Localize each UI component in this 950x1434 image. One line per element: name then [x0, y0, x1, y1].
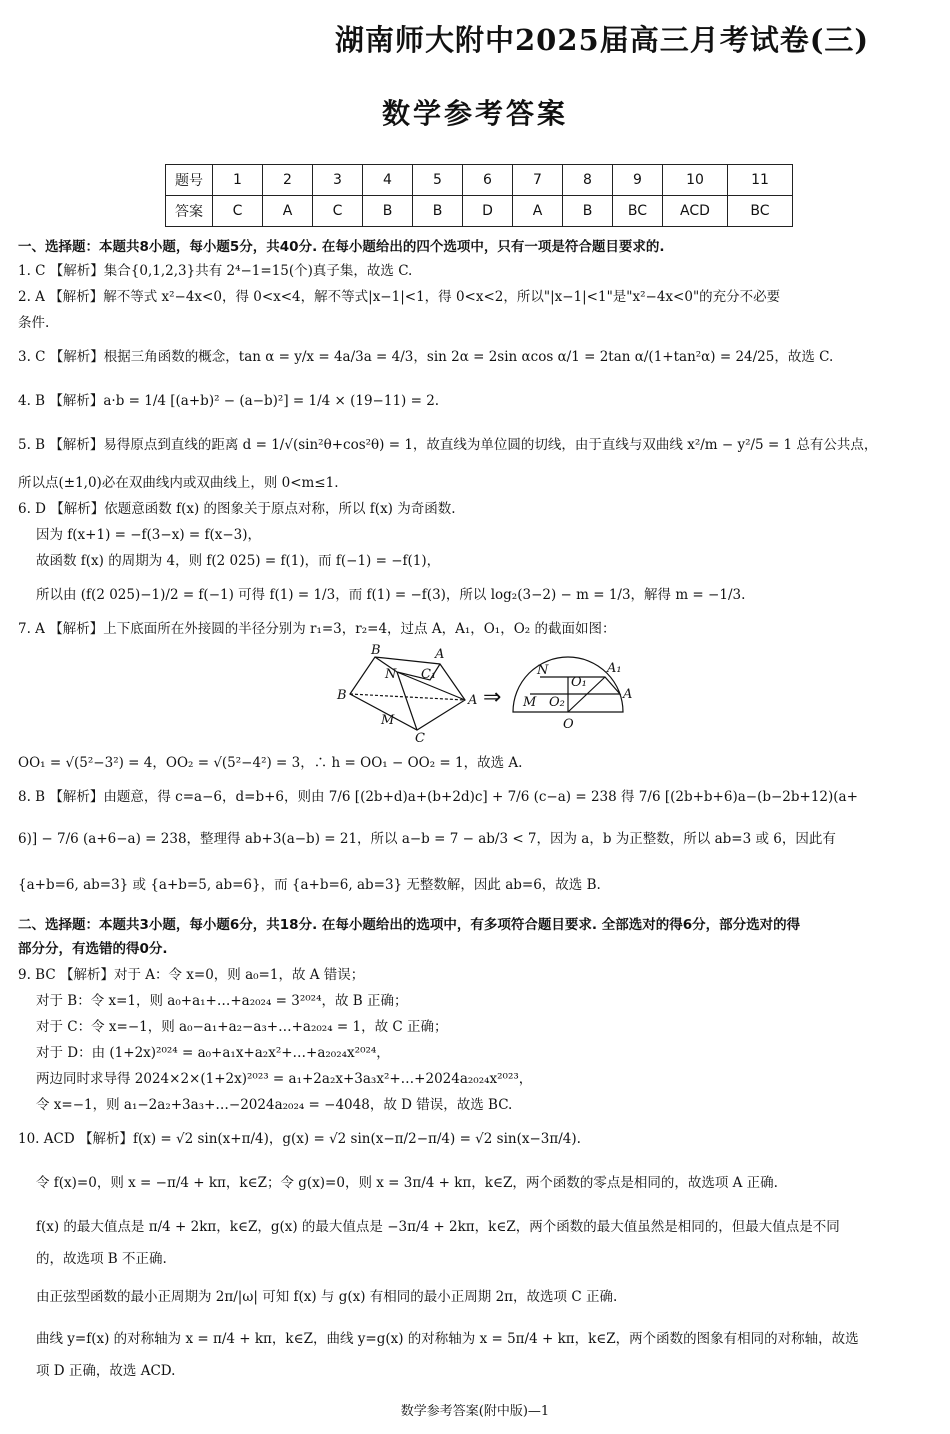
solution-q9-line4: 对于 D：由 (1+2x)²⁰²⁴ = a₀+a₁x+a₂x²+…+a₂₀₂₄x²⁰²⁴，: [36, 1045, 390, 1061]
frustum-solid-drawing: [350, 657, 465, 730]
label-O2: O₂: [549, 695, 565, 710]
table-answer-cell: C: [213, 196, 263, 227]
page-footer: 数学参考答案(附中版)—1: [400, 1404, 550, 1419]
solution-q1: 1. C 【解析】集合{0,1,2,3}共有 2⁴−1=15(个)真子集，故选 C.: [18, 263, 413, 279]
solution-q5-line2: 所以点(±1,0)必在双曲线内或双曲线上，则 0<m≤1.: [18, 475, 339, 491]
table-number-cell: 6: [463, 165, 513, 196]
table-header-answer: 答案: [166, 196, 213, 227]
solution-q9-line3: 对于 C：令 x=−1，则 a₀−a₁+a₂−a₃+…+a₂₀₂₄ = 1，故 C 正确；: [36, 1019, 448, 1035]
solution-q5-line1: 5. B 【解析】易得原点到直线的距离 d = 1/√(sin²θ+cos²θ) = 1，故直线为单位圆的切线，由于直线与双曲线 x²/m − y²/5 = 1 总有公共点，: [18, 437, 878, 453]
solution-q9-line1: 9. BC 【解析】对于 A：令 x=0，则 a₀=1，故 A 错误；: [18, 967, 365, 983]
table-answer-cell: BC: [728, 196, 793, 227]
solution-q10-line6: 曲线 y=f(x) 的对称轴为 x = π/4 + kπ，k∈Z，曲线 y=g(x) 的对称轴为 x = 5π/4 + kπ，k∈Z，两个函数的图象有相同的对称轴，故选: [36, 1331, 859, 1347]
table-answer-cell: A: [263, 196, 313, 227]
solution-q10-line2: 令 f(x)=0，则 x = −π/4 + kπ，k∈Z；令 g(x)=0，则 x = 3π/4 + kπ，k∈Z，两个函数的零点是相同的，故选项 A 正确.: [36, 1175, 778, 1191]
solution-q10-line5: 由正弦型函数的最小正周期为 2π/|ω| 可知 f(x) 与 g(x) 有相同的最小正周期 2π，故选项 C 正确.: [36, 1289, 618, 1305]
label-A-top: A: [435, 647, 445, 662]
table-answer-cell: B: [413, 196, 463, 227]
answer-subtitle: 数学参考答案: [381, 97, 568, 130]
solution-q10-line1: 10. ACD 【解析】f(x) = √2 sin(x+π/4)，g(x) = √2 sin(x−π/2−π/4) = √2 sin(x−3π/4).: [18, 1131, 581, 1147]
frustum-figure: [335, 642, 635, 742]
solution-q10-line4: 的，故选项 B 不正确.: [36, 1251, 167, 1267]
label-N-right: N: [537, 663, 549, 678]
label-N: N: [385, 667, 397, 682]
answer-table: [165, 164, 793, 227]
solution-q3: 3. C 【解析】根据三角函数的概念，tan α = y/x = 4a/3a = 4/3，sin 2α = 2sin αcos α/1 = 2tan α/(1+tan²α) = 24/25，故选 C.: [18, 349, 834, 365]
label-C1: C₁: [421, 667, 437, 682]
label-O1: O₁: [571, 675, 587, 690]
solution-q2-line1: 2. A 【解析】解不等式 x²−4x<0，得 0<x<4，解不等式|x−1|<1，得 0<x<2，所以"|x−1|<1"是"x²−4x<0"的充分不必要: [18, 289, 781, 305]
solution-q9-line6: 令 x=−1，则 a₁−2a₂+3a₃+…−2024a₂₀₂₄ = −4048，故 D 错误，故选 BC.: [36, 1097, 513, 1113]
solution-q2-line2: 条件.: [18, 315, 50, 331]
solution-q10-line3: f(x) 的最大值点是 π/4 + 2kπ，k∈Z，g(x) 的最大值点是 −3π/4 + 2kπ，k∈Z，两个函数的最大值虽然是相同的，但最大值点是不同: [36, 1219, 840, 1235]
table-answer-cell: B: [563, 196, 613, 227]
table-number-cell: 2: [263, 165, 313, 196]
table-number-cell: 4: [363, 165, 413, 196]
table-number-cell: 3: [313, 165, 363, 196]
solution-q8-line1: 8. B 【解析】由题意，得 c=a−6，d=b+6，则由 7/6 [(2b+d)a+(b+2d)c] + 7/6 (c−a) = 238 得 7/6 [(2b+b+6)a−(b−2b+12)(a+: [18, 789, 858, 805]
section-heading-multi-choice-line1: 二、选择题：本题共3小题，每小题6分，共18分. 在每小题给出的选项中，有多项符合题目要求. 全部选对的得6分，部分选对的得: [18, 917, 801, 933]
section-heading-multi-choice-line2: 部分分，有选错的得0分.: [18, 941, 168, 957]
solution-q6-line2: 因为 f(x+1) = −f(3−x) = f(x−3)，: [36, 527, 262, 543]
solution-q8-line2: 6)] − 7/6 (a+6−a) = 238，整理得 ab+3(a−b) = 21，所以 a−b = 7 − ab/3 < 7，因为 a，b 为正整数，所以 ab=3 或 6，因此有: [18, 831, 836, 847]
table-answer-cell: ACD: [663, 196, 728, 227]
exam-title: 湖南师大附中2025届高三月考试卷(三): [335, 23, 870, 57]
table-number-cell: 5: [413, 165, 463, 196]
solution-q4: 4. B 【解析】a·b = 1/4 [(a+b)² − (a−b)²] = 1/4 × (19−11) = 2.: [18, 393, 440, 409]
label-B-top: B: [371, 643, 381, 658]
solution-q9-line2: 对于 B：令 x=1，则 a₀+a₁+…+a₂₀₂₄ = 3²⁰²⁴，故 B 正确；: [36, 993, 408, 1009]
answer-table-answer-row: [166, 196, 793, 227]
table-header-number: 题号: [166, 165, 213, 196]
solution-q10-line7: 项 D 正确，故选 ACD.: [36, 1363, 176, 1379]
solution-q7-line1: 7. A 【解析】上下底面所在外接圆的半径分别为 r₁=3，r₂=4，过点 A，A₁，O₁，O₂ 的截面如图：: [18, 621, 616, 637]
table-number-cell: 1: [213, 165, 263, 196]
table-answer-cell: B: [363, 196, 413, 227]
implies-arrow-icon: ⇒: [483, 685, 502, 710]
table-answer-cell: BC: [613, 196, 663, 227]
solution-q7-line2: OO₁ = √(5²−3²) = 4，OO₂ = √(5²−4²) = 3，∴ h = OO₁ − OO₂ = 1，故选 A.: [18, 755, 523, 771]
label-A1: A₁: [607, 661, 622, 676]
table-answer-cell: A: [513, 196, 563, 227]
frustum-hidden-edge: [350, 694, 465, 700]
label-O: O: [563, 717, 574, 732]
label-C-bottom: C: [415, 731, 425, 742]
table-number-cell: 7: [513, 165, 563, 196]
table-answer-cell: D: [463, 196, 513, 227]
label-M-right: M: [523, 695, 537, 710]
label-A-circle: A: [623, 687, 633, 702]
label-A-right: A: [468, 693, 478, 708]
section-heading-single-choice: 一、选择题：本题共8小题，每小题5分，共40分. 在每小题给出的四个选项中，只有一项是符合题目要求的.: [18, 239, 665, 255]
solution-q6-line3: 故函数 f(x) 的周期为 4，则 f(2 025) = f(1)，而 f(−1) = −f(1)，: [36, 553, 441, 569]
label-M: M: [381, 713, 395, 728]
solution-q6-line1: 6. D 【解析】依题意函数 f(x) 的图象关于原点对称，所以 f(x) 为奇函数.: [18, 501, 456, 517]
solution-q9-line5: 两边同时求导得 2024×2×(1+2x)²⁰²³ = a₁+2a₂x+3a₃x²+…+2024a₂₀₂₄x²⁰²³，: [36, 1071, 533, 1087]
table-answer-cell: C: [313, 196, 363, 227]
solution-q8-line3: {a+b=6, ab=3} 或 {a+b=5, ab=6}，而 {a+b=6, ab=3} 无整数解，因此 ab=6，故选 B.: [18, 877, 601, 893]
answer-table-number-row: [166, 165, 793, 196]
table-number-cell: 9: [613, 165, 663, 196]
table-number-cell: 10: [663, 165, 728, 196]
table-number-cell: 8: [563, 165, 613, 196]
label-B-left: B: [337, 688, 347, 703]
solution-q6-line4: 所以由 (f(2 025)−1)/2 = f(−1) 可得 f(1) = 1/3，而 f(1) = −f(3)，所以 log₂(3−2) − m = 1/3，解得 m = −1/3.: [36, 587, 746, 603]
table-number-cell: 11: [728, 165, 793, 196]
